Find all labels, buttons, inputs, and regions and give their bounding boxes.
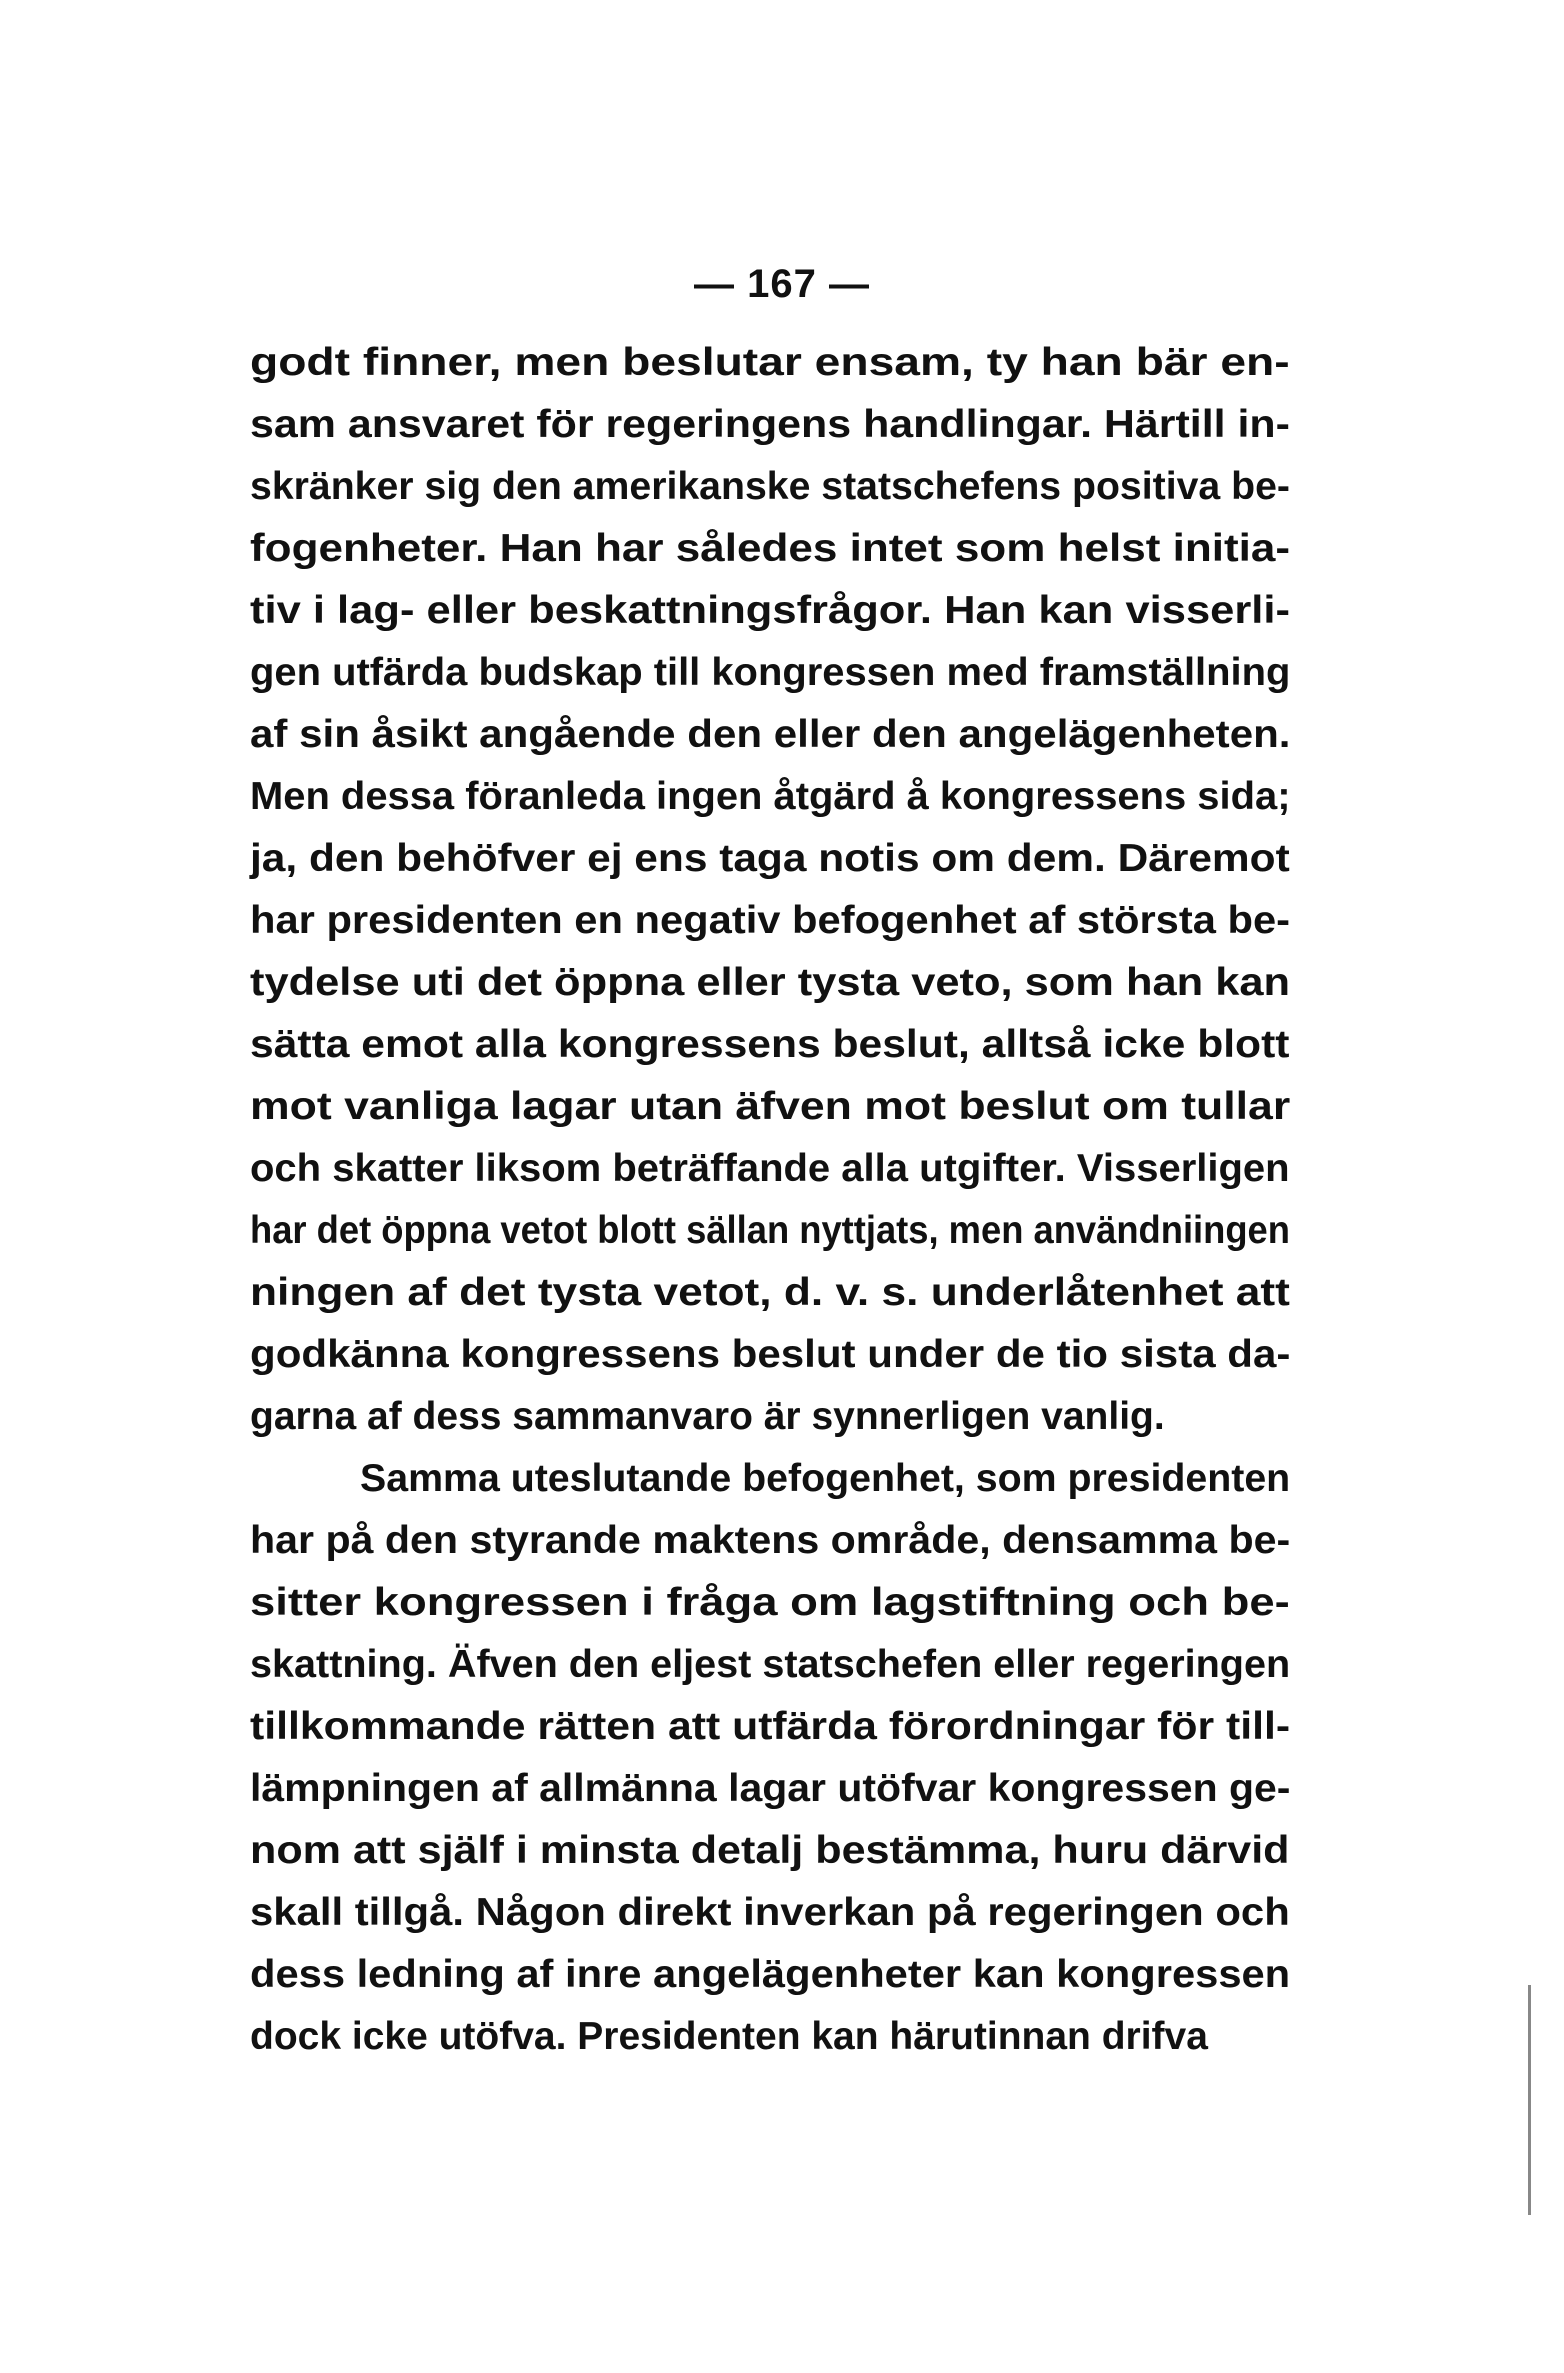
text-line: har presidenten en negativ befogenhet af största be- [250,899,1291,942]
text-line: tydelse uti det öppna eller tysta veto, som han kan [250,961,1291,1004]
text-line: tiv i lag- eller beskattningsfrågor. Han kan visserli- [250,589,1290,632]
text-line: af sin åsikt angående den eller den angelägenheten. [250,713,1291,756]
text-line: Men dessa föranleda ingen åtgärd å kongressens sida; [250,775,1291,818]
text-line: lämpningen af allmänna lagar utöfvar kongressen ge- [250,1767,1291,1810]
text-line: Samma uteslutande befogenhet, som presidenten [360,1457,1291,1500]
page-number: — 167 — [694,262,870,306]
scan-edge-mark [1528,1985,1531,2215]
text-line: ja, den behöfver ej ens taga notis om dem. Däremot [250,837,1290,880]
text-line: ningen af det tysta vetot, d. v. s. underlåtenhet att [250,1271,1290,1314]
text-line: har det öppna vetot blott sällan nyttjats, men användniingen [250,1209,1290,1252]
text-line: och skatter liksom beträffande alla utgifter. Visserligen [250,1147,1290,1190]
text-line: godkänna kongressens beslut under de tio sista da- [250,1333,1291,1376]
text-line: dock icke utöfva. Presidenten kan härutinnan drifva [250,2015,1208,2058]
text-line: skattning. Äfven den eljest statschefen eller regeringen [250,1643,1291,1686]
text-line: sitter kongressen i fråga om lagstiftning och be- [250,1581,1290,1624]
text-line: mot vanliga lagar utan äfven mot beslut om tullar [250,1085,1291,1128]
text-line: dess ledning af inre angelägenheter kan kongressen [250,1953,1291,1996]
text-line: sam ansvaret för regeringens handlingar. Härtill in- [250,403,1290,446]
text-line: tillkommande rätten att utfärda förordningar för till- [250,1705,1291,1748]
text-line: sätta emot alla kongressens beslut, alltså icke blott [250,1023,1290,1066]
text-line: nom att själf i minsta detalj bestämma, huru därvid [250,1829,1290,1872]
text-line: har på den styrande maktens område, densamma be- [250,1519,1291,1562]
text-line: godt finner, men beslutar ensam, ty han bär en- [250,341,1290,384]
text-line: gen utfärda budskap till kongressen med framställning [250,651,1291,694]
text-line: garna af dess sammanvaro är synnerligen vanlig. [250,1395,1165,1438]
text-line: skall tillgå. Någon direkt inverkan på regeringen och [250,1891,1290,1934]
text-line: fogenheter. Han har således intet som helst initia- [250,527,1291,570]
text-line: skränker sig den amerikanske statschefens positiva be- [250,465,1290,508]
